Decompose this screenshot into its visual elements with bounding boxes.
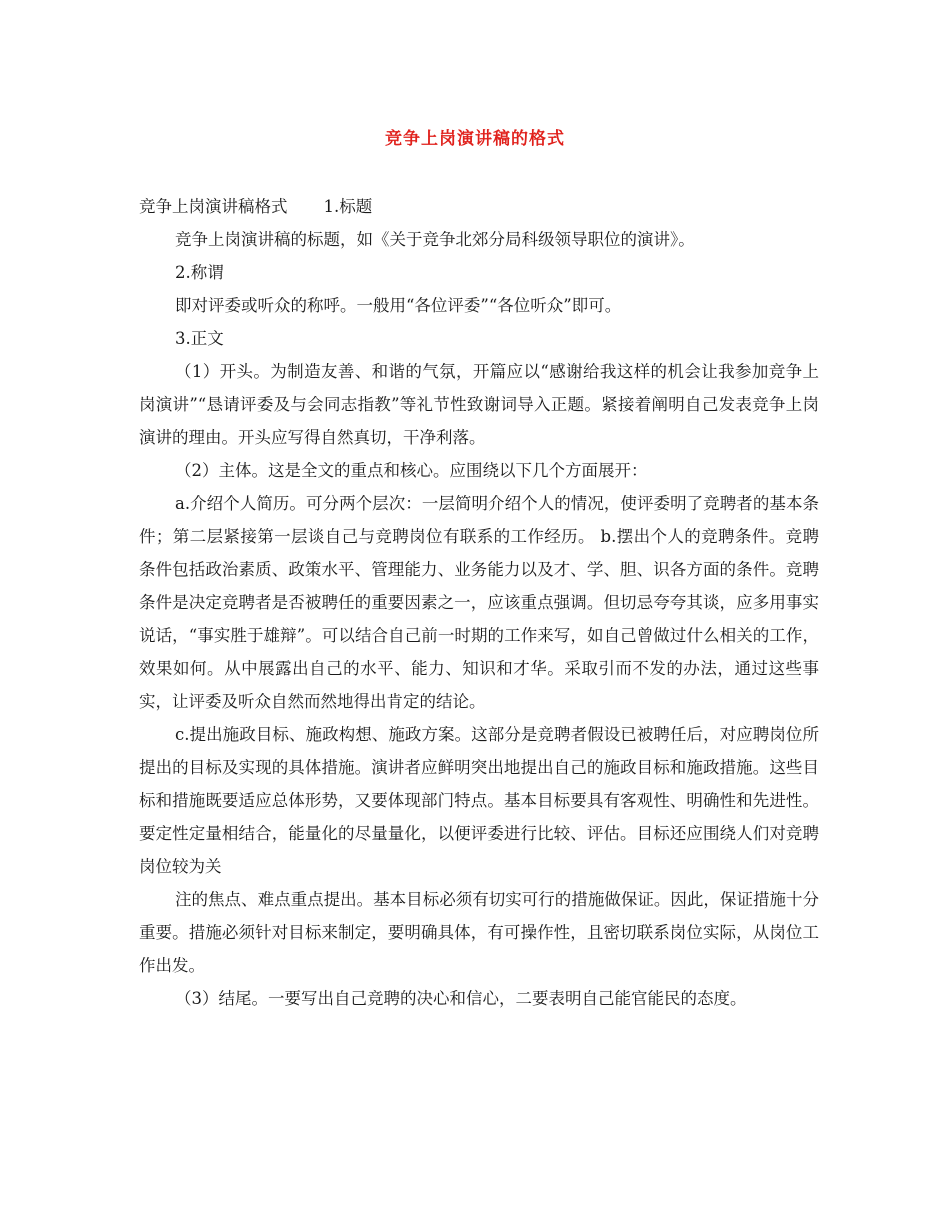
paragraph-opening: （1）开头。为制造友善、和谐的气氛，开篇应以“感谢给我这样的机会让我参加竞争上岗演讲”“恳请评委及与会同志指教”等礼节性致谢词导入正题。紧接着阐明自己发表竞争上岗演讲的理由。开头应写得自然真切，干净利落。 — [139, 362, 819, 447]
section-heading-body: 3.正文 — [175, 329, 224, 348]
section-heading-salutation: 2.称谓 — [175, 263, 224, 282]
heading-first-item: 1.标题 — [323, 197, 373, 216]
heading-label: 竞争上岗演讲稿格式 — [139, 197, 288, 216]
paragraph-focus: 注的焦点、难点重点提出。基本目标必须有切实可行的措施做保证。因此，保证措施十分重要。措施必须针对目标来制定，要明确具体，有可操作性，且密切联系岗位实际，从岗位工作出发。 — [139, 890, 819, 975]
heading-line — [139, 190, 819, 223]
paragraph-resume-and-conditions: a.介绍个人简历。可分两个层次：一层简明介绍个人的情况，使评委明了竞聘者的基本条件；第二层紧接第一层谈自己与竞聘岗位有联系的工作经历。 b.摆出个人的竞聘条件。竞聘条件包括政治素质、政策水平、管理能力、业务能力以及才、学、胆、识各方面的条件。竞聘条件是决定竞聘者是否被聘任的重要因素之一，应该重点强调。但切忌夸夸其谈，应多用事实说话，“事实胜于雄辩”。可以结合自己前一时期的工作来写，如自己曾做过什么相关的工作，效果如何。从中展露出自己的水平、能力、知识和才华。采取引而不发的办法，通过这些事实，让评委及听众自然而然地得出肯定的结论。 — [139, 494, 819, 711]
paragraph-main-body: （2）主体。这是全文的重点和核心。应围绕以下几个方面展开： — [175, 461, 648, 480]
document-title: 竞争上岗演讲稿的格式 — [385, 129, 565, 149]
paragraph-goals: c.提出施政目标、施政构想、施政方案。这部分是竞聘者假设已被聘任后，对应聘岗位所提出的目标及实现的具体措施。演讲者应鲜明突出地提出自己的施政目标和施政措施。这些目标和措施既要适应总体形势，又要体现部门特点。基本目标要具有客观性、明确性和先进性。要定性定量相结合，能量化的尽量量化，以便评委进行比较、评估。目标还应围绕人们对竞聘岗位较为关 — [139, 725, 819, 876]
paragraph-title-example: 竞争上岗演讲稿的标题，如《关于竞争北郊分局科级领导职位的演讲》。 — [175, 230, 695, 249]
document-body — [139, 190, 819, 1015]
paragraph-salutation: 即对评委或听众的称呼。一般用“各位评委”“各位听众”即可。 — [175, 296, 622, 315]
paragraph-ending: （3）结尾。一要写出自己竞聘的决心和信心，二要表明自己能官能民的态度。 — [175, 989, 747, 1008]
